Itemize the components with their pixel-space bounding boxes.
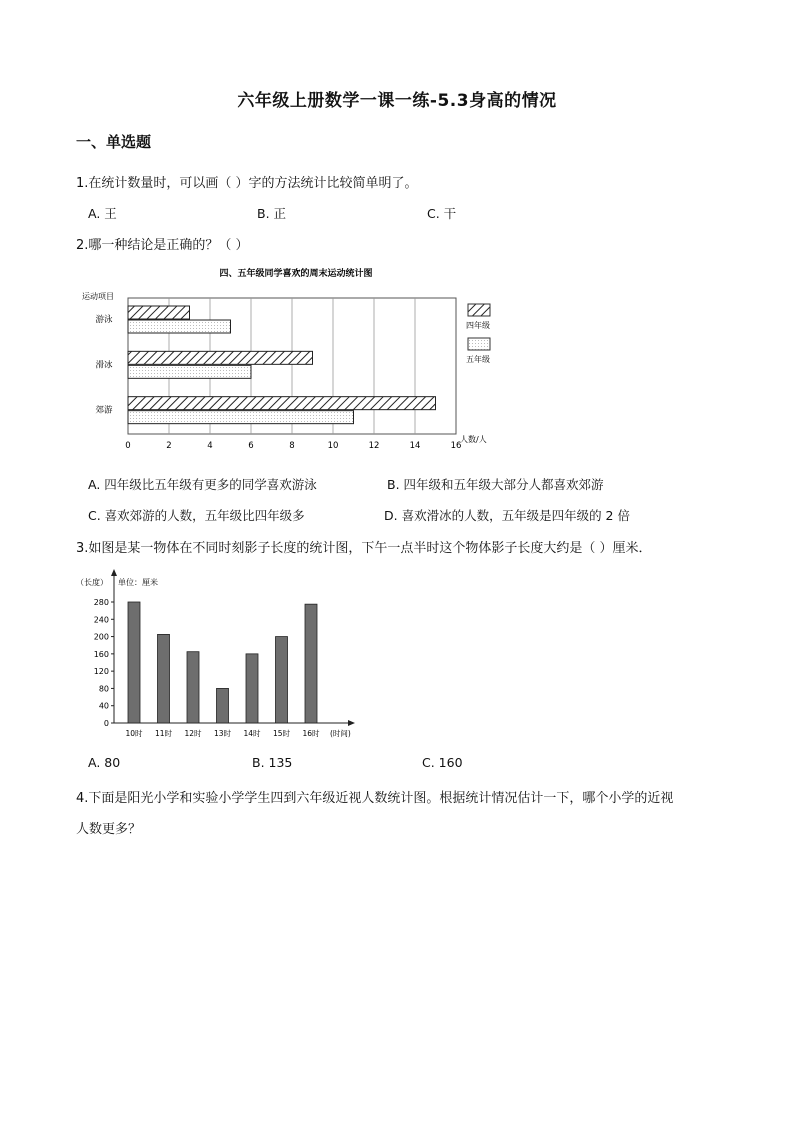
chart2-x-axis-arrow	[348, 720, 355, 726]
page-title: 六年级上册数学一课一练-5.3身高的情况	[237, 91, 557, 111]
chart1-bar-grade4	[128, 351, 313, 364]
chart1-bar-grade5	[128, 411, 354, 424]
chart2-y-tick-label: 0	[103, 719, 109, 728]
shadow-length-chart	[76, 566, 366, 746]
q3-option-a: A. 80	[88, 755, 121, 770]
chart2-y-tick-label: 240	[93, 615, 109, 625]
chart2-y-tick-label: 120	[93, 667, 109, 677]
question-4-line1: 4.下面是阳光小学和实验小学学生四到六年级近视人数统计图。根据统计情况估计一下，哪个小学的近视	[76, 791, 674, 806]
chart1-category-label: 滑冰	[95, 360, 113, 371]
chart2-y-tick-label: 280	[93, 598, 109, 607]
legend-swatch-grade4	[468, 304, 490, 316]
chart1-x-tick-label: 2	[166, 441, 172, 451]
chart2-bar	[246, 654, 258, 723]
question-4-line2: 人数更多？	[76, 822, 142, 837]
chart1-bar-grade4	[128, 306, 190, 319]
chart2-y-axis-label: （长度）	[76, 578, 108, 587]
chart2-x-tick-label: 11时	[154, 729, 173, 738]
chart1-x-tick-label: 4	[207, 441, 213, 451]
chart1-bar-grade5	[128, 365, 251, 378]
sports-bar-chart	[76, 262, 516, 467]
q2-option-a: A. 四年级比五年级有更多的同学喜欢游泳	[88, 477, 317, 492]
chart1-x-tick-label: 0	[125, 441, 131, 451]
q3-option-b: B. 135	[252, 755, 293, 770]
chart1-x-tick-label: 14	[409, 441, 421, 451]
chart1-x-tick-label: 6	[248, 441, 254, 451]
chart2-bar	[276, 637, 288, 723]
q3-option-c: C. 160	[422, 755, 463, 770]
chart2-y-tick-label: 40	[98, 701, 109, 711]
legend-swatch-grade5	[468, 338, 490, 350]
chart1-bar-grade4	[128, 397, 436, 410]
chart2-x-tick-label: 10时	[125, 729, 143, 738]
chart1-x-tick-label: 16	[450, 441, 462, 451]
q1-option-c: C. 干	[427, 206, 457, 221]
section-heading: 一、单选题	[76, 133, 152, 151]
chart2-bar	[305, 604, 317, 723]
chart2-y-tick-label: 200	[93, 632, 109, 642]
legend-label-grade5: 五年级	[466, 355, 490, 364]
chart1-category-label: 游泳	[95, 315, 113, 325]
chart2-y-tick-label: 80	[98, 684, 109, 694]
legend-label-grade4: 四年级	[466, 321, 490, 330]
q2-option-d: D. 喜欢滑冰的人数，五年级是四年级的 2 倍	[384, 508, 630, 523]
chart2-x-tick-label: 16时	[302, 729, 320, 738]
q2-option-c: C. 喜欢郊游的人数，五年级比四年级多	[88, 508, 305, 523]
chart1-x-tick-label: 12	[368, 441, 380, 451]
chart2-x-axis-label: (时间)	[330, 729, 351, 738]
chart1-x-axis-label: 人数/人	[460, 435, 487, 444]
q2-option-b: B. 四年级和五年级大部分人都喜欢郊游	[387, 477, 604, 492]
chart1-category-label: 郊游	[95, 405, 113, 416]
q1-option-b: B. 正	[257, 206, 287, 221]
chart1-x-tick-label: 8	[289, 441, 295, 451]
question-1: 1.在统计数量时，可以画（ ）字的方法统计比较简单明了。	[76, 176, 418, 191]
chart1-x-tick-label: 10	[327, 441, 339, 451]
chart2-x-tick-label: 14时	[243, 729, 261, 738]
chart2-y-tick-label: 160	[93, 649, 109, 659]
chart1-title: 四、五年级同学喜欢的周末运动统计图	[219, 269, 373, 279]
question-3: 3.如图是某一物体在不同时刻影子长度的统计图，下午一点半时这个物体影子长度大约是（ ）厘米．	[76, 541, 652, 556]
chart2-y-axis-arrow	[111, 569, 117, 576]
chart2-x-tick-label: 12时	[184, 729, 202, 738]
q1-option-a: A. 王	[88, 206, 117, 221]
chart1-bar-grade5	[128, 320, 231, 333]
chart2-bar	[187, 652, 199, 723]
question-2: 2.哪一种结论是正确的？（ ）	[76, 238, 249, 253]
chart2-unit-label: 单位：厘米	[118, 578, 158, 587]
chart2-bar	[217, 688, 229, 723]
chart2-bar	[158, 634, 170, 723]
chart2-bar	[128, 602, 140, 723]
chart2-x-tick-label: 15时	[272, 729, 291, 738]
chart2-x-tick-label: 13时	[213, 729, 232, 738]
chart1-y-axis-label: 运动项目	[82, 292, 114, 301]
